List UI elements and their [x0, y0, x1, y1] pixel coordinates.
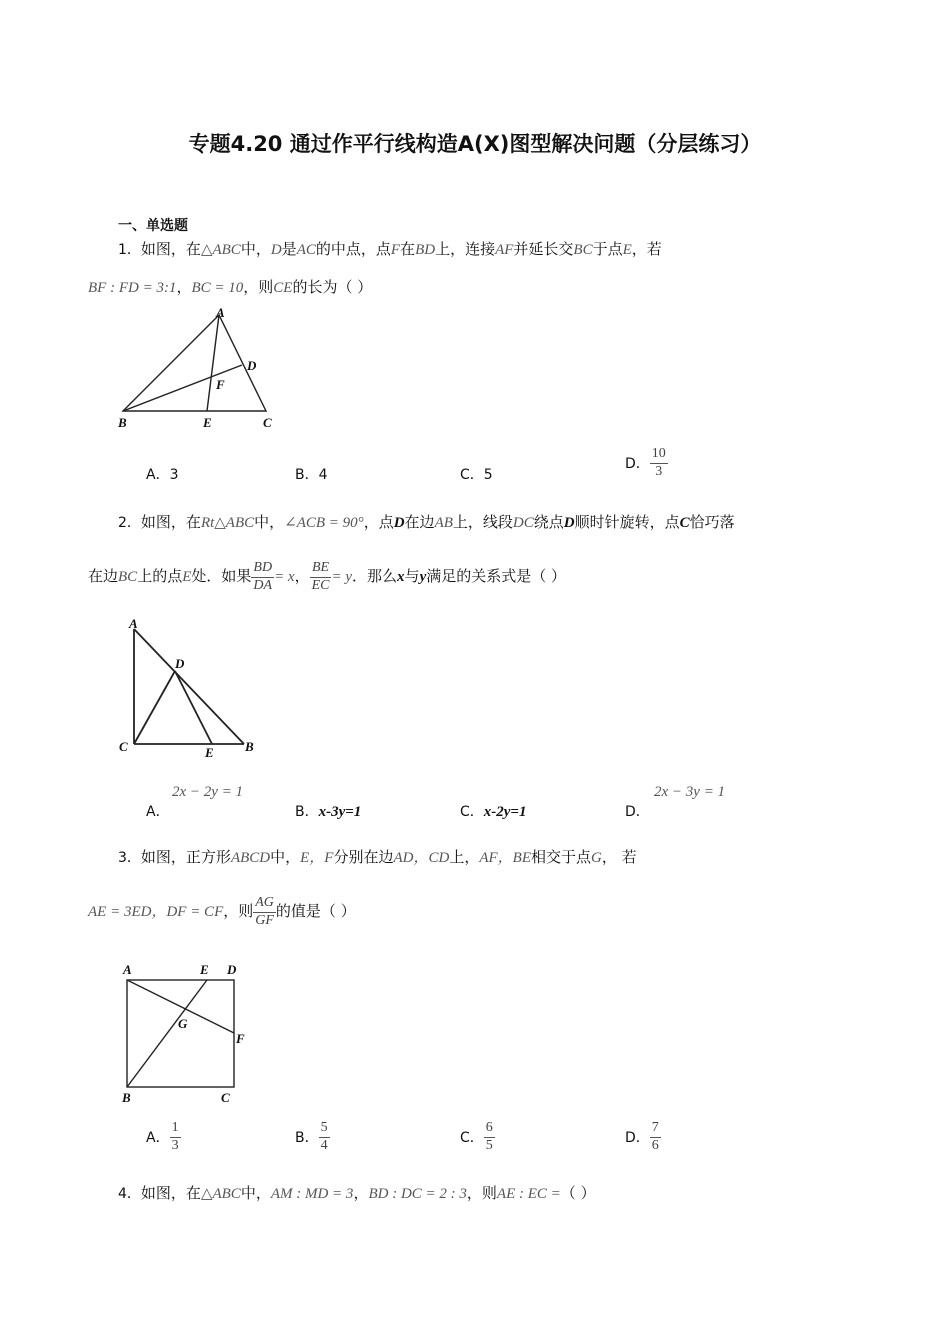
text: 如图，在: [140, 240, 201, 258]
q1-option-a[interactable]: [146, 464, 179, 484]
option-letter: C．: [460, 1130, 484, 1147]
option-fraction: $\frac{6}{5}$: [485, 1120, 493, 1153]
math: = x: [274, 569, 295, 586]
question-number: 2．: [118, 515, 141, 531]
label-a: A: [129, 616, 138, 631]
segment-be: [127, 980, 207, 1087]
math: AB: [434, 515, 453, 531]
text: 绕点: [533, 513, 564, 531]
fraction-bd-da: $\frac{BD}{DA}$: [253, 560, 273, 593]
option-letter: D．: [625, 1130, 650, 1147]
square-abcd: [127, 980, 234, 1087]
label-c: C: [263, 415, 272, 430]
option-value: 4: [318, 467, 328, 483]
text: 上，连接: [435, 240, 496, 258]
option-value: 3: [169, 467, 179, 483]
label-b: B: [245, 739, 254, 754]
math: E: [622, 242, 632, 258]
text: 中，: [240, 1184, 271, 1202]
math: AC: [296, 242, 316, 258]
math: D: [563, 515, 575, 531]
q1-option-b[interactable]: [295, 464, 328, 484]
fraction-be-ec: $\frac{BE}{EC}$: [311, 560, 330, 593]
text: ，: [294, 567, 310, 586]
text: ， 若: [601, 848, 637, 866]
option-letter: B．: [295, 1130, 319, 1147]
math: E，F: [300, 850, 334, 866]
option-fraction: $\frac{7}{6}$: [651, 1120, 659, 1153]
text: 于点: [592, 240, 623, 258]
text: ，则: [466, 1184, 497, 1202]
text: 是: [281, 240, 297, 258]
q3-option-d[interactable]: [625, 1121, 661, 1153]
text: ，点: [363, 513, 394, 531]
math: DC: [512, 515, 534, 531]
option-fraction: $\frac{10}{3}$: [651, 446, 666, 479]
q2-option-a-letter[interactable]: A．: [146, 804, 170, 820]
option-value: 5: [483, 467, 493, 483]
q1-option-d[interactable]: [625, 447, 668, 479]
math: AE : EC =: [496, 1186, 561, 1202]
math: BC = 10: [191, 280, 244, 296]
question-3-line-2: [88, 896, 356, 928]
text: 分别在边: [333, 848, 394, 866]
segment-ae: [207, 315, 219, 411]
math: ABCD: [230, 850, 271, 866]
math: BC: [573, 242, 593, 258]
label-d: D: [247, 358, 257, 373]
q3-option-b[interactable]: [295, 1121, 330, 1153]
math: x: [397, 569, 405, 586]
text: 相交于点: [530, 848, 591, 866]
label-c: C: [221, 1090, 230, 1105]
segment-cd: [134, 671, 175, 744]
figure-q3: [114, 958, 264, 1108]
option-value: x-2y=1: [483, 804, 527, 820]
text: 满足的关系式是（ ）: [426, 567, 567, 586]
math: = y: [331, 569, 353, 586]
math: BD: [415, 242, 436, 258]
math: BC: [118, 569, 138, 586]
label-f: F: [236, 1031, 245, 1046]
text: 如图，在: [140, 513, 201, 531]
label-e: E: [205, 745, 214, 760]
q3-option-c[interactable]: [460, 1121, 495, 1153]
math: Rt△ABC: [200, 515, 255, 531]
section-heading: 一、单选题: [118, 218, 188, 234]
text: 与: [404, 567, 420, 586]
q3-option-a[interactable]: [146, 1121, 181, 1153]
question-4-line-1: [118, 1182, 596, 1203]
question-1-line-1: [118, 238, 662, 259]
text: 在: [400, 240, 416, 258]
math: ∠ACB = 90°: [284, 515, 364, 531]
text: 上的点: [137, 567, 183, 586]
page-title: 专题4.20 通过作平行线构造A(X)图型解决问题（分层练习）: [188, 132, 762, 156]
text: ，: [176, 278, 192, 296]
math: AF: [495, 242, 514, 258]
text: 在边: [404, 513, 435, 531]
option-letter: A．: [146, 467, 170, 483]
math: CE: [273, 280, 293, 296]
figure-q2: [114, 615, 264, 760]
label-g: G: [178, 1016, 188, 1031]
option-letter: B．: [295, 804, 319, 820]
math: BD : DC = 2 : 3: [368, 1186, 467, 1202]
option-fraction: $\frac{1}{3}$: [171, 1120, 179, 1153]
option-fraction: $\frac{5}{4}$: [320, 1120, 328, 1153]
label-d: D: [175, 656, 185, 671]
label-e: E: [200, 962, 209, 977]
math: G: [591, 850, 602, 866]
text: ，则: [243, 278, 274, 296]
question-number: 4．: [118, 1186, 141, 1202]
text: 如图，在: [140, 1184, 201, 1202]
text: 并延长交: [513, 240, 574, 258]
text: （ ）: [560, 1184, 596, 1202]
text: 中，: [254, 513, 285, 531]
text: 的值是（ ）: [275, 902, 356, 921]
option-letter: C．: [460, 467, 484, 483]
math: AF，BE: [479, 850, 531, 866]
option-letter: C．: [460, 804, 484, 820]
text: 顺时针旋转，点: [574, 513, 680, 531]
option-letter: A．: [146, 1130, 170, 1147]
question-3-line-1: [118, 846, 637, 867]
text: 的长为（ ）: [292, 278, 373, 296]
question-1-line-2: [88, 276, 372, 297]
q2-option-d-letter[interactable]: D．: [625, 804, 650, 820]
label-b: B: [122, 1090, 131, 1105]
segment-de: [175, 671, 212, 744]
text: 的中点，点: [315, 240, 391, 258]
question-2-line-1: [118, 511, 735, 532]
math: D: [270, 242, 282, 258]
question-number: 3．: [118, 850, 141, 866]
option-letter: B．: [295, 467, 319, 483]
q2-option-b[interactable]: [295, 801, 361, 821]
label-a: A: [123, 962, 132, 977]
q2-option-c[interactable]: [460, 801, 526, 821]
label-c: C: [119, 739, 128, 754]
math: AD，CD: [393, 850, 450, 866]
label-a: A: [216, 305, 225, 320]
text: ，若: [631, 240, 662, 258]
label-b: B: [118, 415, 127, 430]
q2-option-d-value: 2x − 3y = 1: [654, 784, 726, 800]
math: △ABC: [200, 1186, 241, 1202]
text: ，: [353, 1184, 369, 1202]
math: E: [182, 569, 192, 586]
label-d: D: [227, 962, 237, 977]
text: 在边: [88, 567, 119, 586]
text: 如图，正方形: [140, 848, 231, 866]
math: AM : MD = 3: [270, 1186, 354, 1202]
segment-ab: [134, 629, 244, 744]
fraction-ag-gf: $\frac{AG}{GF}$: [255, 895, 274, 928]
math: y: [419, 569, 427, 586]
math: C: [679, 515, 690, 531]
text: 中，: [240, 240, 271, 258]
math: F: [390, 242, 401, 258]
option-value: x-3y=1: [318, 804, 362, 820]
option-letter: D．: [625, 456, 650, 473]
math: △ABC: [200, 242, 241, 258]
text: 上，: [449, 848, 480, 866]
label-f: F: [216, 377, 225, 392]
math: AE = 3ED，DF = CF: [88, 904, 224, 921]
q2-option-a-value: 2x − 2y = 1: [172, 784, 244, 800]
text: 恰巧落: [689, 513, 735, 531]
label-e: E: [203, 415, 212, 430]
text: ．那么: [352, 567, 398, 586]
text: 处．如果: [191, 567, 252, 586]
text: 上，线段: [452, 513, 513, 531]
figure-q1: [110, 305, 290, 435]
text: ，则: [223, 902, 254, 921]
question-2-line-2: [88, 561, 566, 593]
text: 中，: [270, 848, 301, 866]
math: D: [393, 515, 405, 531]
q1-option-c[interactable]: [460, 464, 493, 484]
question-number: 1．: [118, 242, 141, 258]
triangle-abc: [123, 315, 266, 411]
math: BF : FD = 3:1: [88, 280, 177, 296]
